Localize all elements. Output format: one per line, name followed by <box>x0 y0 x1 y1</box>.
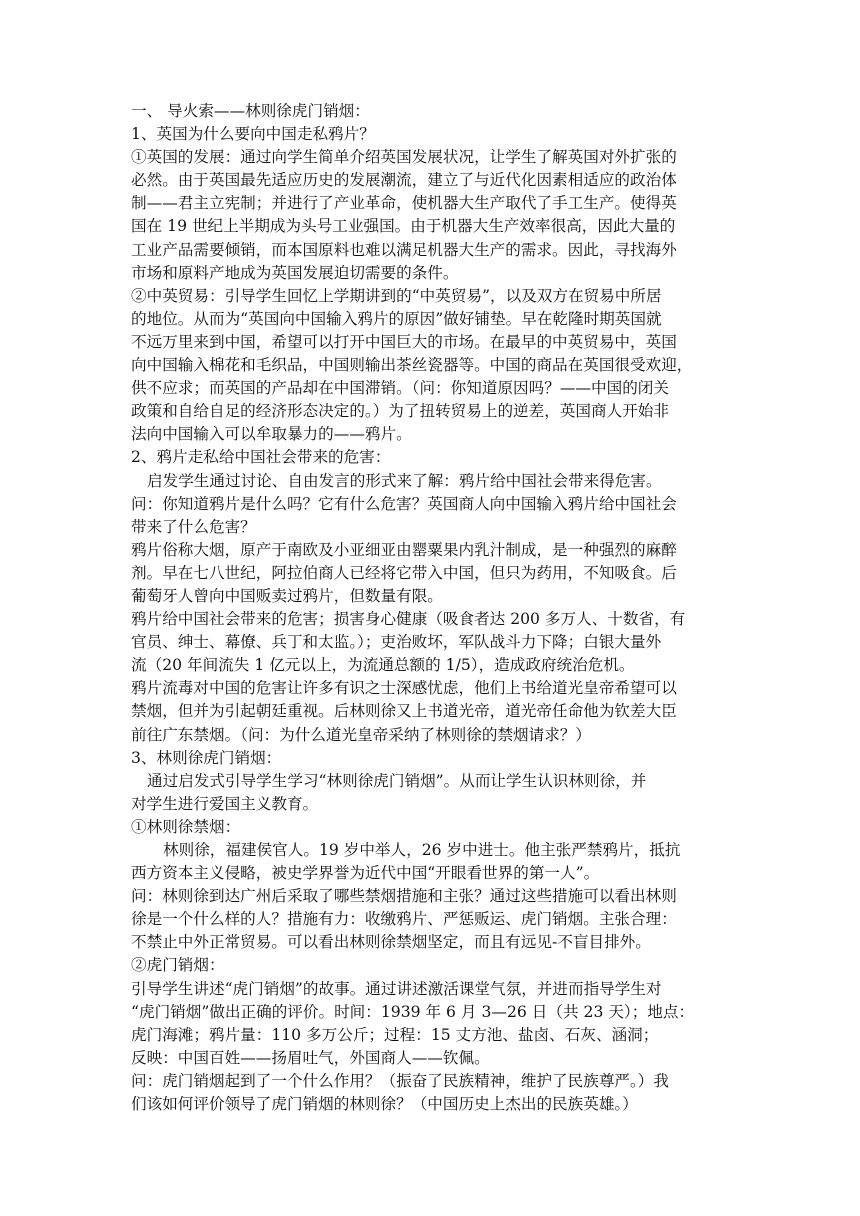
text-line: 剂。早在七八世纪，阿拉伯商人已经将它带入中国，但只为药用，不知吸食。后 <box>131 563 677 582</box>
text-line: 供不应求；而英国的产品却在中国滞销。（问：你知道原因吗？——中国的闭关 <box>131 379 669 398</box>
text-line: 鸦片流毒对中国的危害让许多有识之士深感忧虑，他们上书给道光皇帝希望可以 <box>131 679 677 698</box>
document-body <box>131 100 733 1116</box>
text-line: 市场和原料产地成为英国发展迫切需要的条件。 <box>131 263 459 282</box>
text-line: 启发学生通过讨论、自由发言的形式来了解：鸦片给中国社会带来得危害。 <box>147 471 662 490</box>
text-line: 一、 导火索——林则徐虎门销烟： <box>131 102 370 120</box>
text-line: 引导学生讲述“虎门销烟”的故事。通过讲述激活课堂气氛，并进而指导学生对 <box>131 979 662 998</box>
text-line: ①英国的发展：通过向学生简单介绍英国发展状况，让学生了解英国对外扩张的 <box>131 148 677 167</box>
text-line: 前往广东禁烟。（问：为什么道光皇帝采纳了林则徐的禁烟请求？） <box>131 725 592 744</box>
text-line: 们该如何评价领导了虎门销烟的林则徐？（中国历史上杰出的民族英雄。） <box>131 1095 638 1114</box>
text-line: 3、林则徐虎门销烟： <box>131 748 282 767</box>
text-line: 制——君主立宪制；并进行了产业革命，使机器大生产取代了手工生产。使得英 <box>131 194 677 213</box>
text-line: 向中国输入棉花和毛织品，中国则输出茶丝瓷器等。中国的商品在英国很受欢迎， <box>131 356 693 375</box>
text-line: 法向中国输入可以牟取暴力的——鸦片。 <box>131 425 412 444</box>
text-line: 问：林则徐到达广州后采取了哪些禁烟措施和主张？通过这些措施可以看出林则 <box>131 887 677 906</box>
text-line: 官员、绅士、幕僚、兵丁和太监。）；吏治败坏，军队战斗力下降；白银大量外 <box>131 633 662 652</box>
text-line: 流（20 年间流失 1 亿元以上，为流通总额的 1/5），造成政府统治危机。 <box>131 656 635 675</box>
text-line: ①林则徐禁烟： <box>131 817 241 836</box>
text-line: 对学生进行爱国主义教育。 <box>131 794 319 813</box>
text-line: 的地位。从而为“英国向中国输入鸦片的原因”做好铺垫。早在乾隆时期英国就 <box>131 309 662 328</box>
text-line: 徐是一个什么样的人？措施有力：收缴鸦片、严惩贩运、虎门销烟。主张合理： <box>131 910 677 929</box>
text-line: 虎门海滩；鸦片量：110 多万公斤；过程：15 丈方池、盐卤、石灰、涵洞； <box>131 1025 659 1044</box>
text-line: 问：你知道鸦片是什么吗？它有什么危害？英国商人向中国输入鸦片给中国社会 <box>131 494 677 513</box>
text-line: 林则徐，福建侯官人。19 岁中举人，26 岁中进士。他主张严禁鸦片，抵抗 <box>163 841 681 859</box>
text-line: ②虎门销烟： <box>131 956 225 975</box>
text-line: 问：虎门销烟起到了一个什么作用？（振奋了民族精神，维护了民族尊严。）我 <box>131 1071 669 1090</box>
text-line: 不禁止中外正常贸易。可以看出林则徐禁烟坚定，而且有远见-不盲目排外。 <box>131 933 651 952</box>
text-line: 必然。由于英国最先适应历史的发展潮流，建立了与近代化因素相适应的政治体 <box>131 171 677 190</box>
text-line: 反映：中国百姓——扬眉吐气，外国商人——钦佩。 <box>131 1048 490 1067</box>
text-line: 1、英国为什么要向中国走私鸦片？ <box>131 125 375 144</box>
text-line: 2、鸦片走私给中国社会带来的危害： <box>131 448 391 467</box>
text-line: 通过启发式引导学生学习“林则徐虎门销烟”。从而让学生认识林则徐，并 <box>147 771 647 790</box>
text-line: 政策和自给自足的经济形态决定的。）为了扭转贸易上的逆差，英国商人开始非 <box>131 402 669 421</box>
text-line: 工业产品需要倾销，而本国原料也难以满足机器大生产的需求。因此，寻找海外 <box>131 240 677 259</box>
text-line: ②中英贸易：引导学生回忆上学期讲到的“中英贸易”，以及双方在贸易中所居 <box>131 286 662 305</box>
text-line: 不远万里来到中国，希望可以打开中国巨大的市场。在最早的中英贸易中，英国 <box>131 332 677 351</box>
text-line: 葡萄牙人曾向中国贩卖过鸦片，但数量有限。 <box>131 586 443 605</box>
text-line: 鸦片俗称大烟，原产于南欧及小亚细亚由罂粟果内乳汁制成，是一种强烈的麻醉 <box>131 540 677 559</box>
text-line: 带来了什么危害？ <box>131 517 256 536</box>
text-line: 国在 19 世纪上半期成为头号工业强国。由于机器大生产效率很高，因此大量的 <box>131 217 676 236</box>
text-line: 鸦片给中国社会带来的危害；损害身心健康（吸食者达 200 多万人、十数省，有 <box>131 610 686 629</box>
text-line: 西方资本主义侵略，被史学界誉为近代中国“开眼看世界的第一人”。 <box>131 864 600 883</box>
text-line: 禁烟，但并为引起朝廷重视。后林则徐又上书道光帝，道光帝任命他为钦差大臣 <box>131 702 677 721</box>
text-line: “虎门销烟”做出正确的评价。时间：1939 年 6 月 3—26 日（共 23 天）；地点： <box>131 1002 695 1021</box>
